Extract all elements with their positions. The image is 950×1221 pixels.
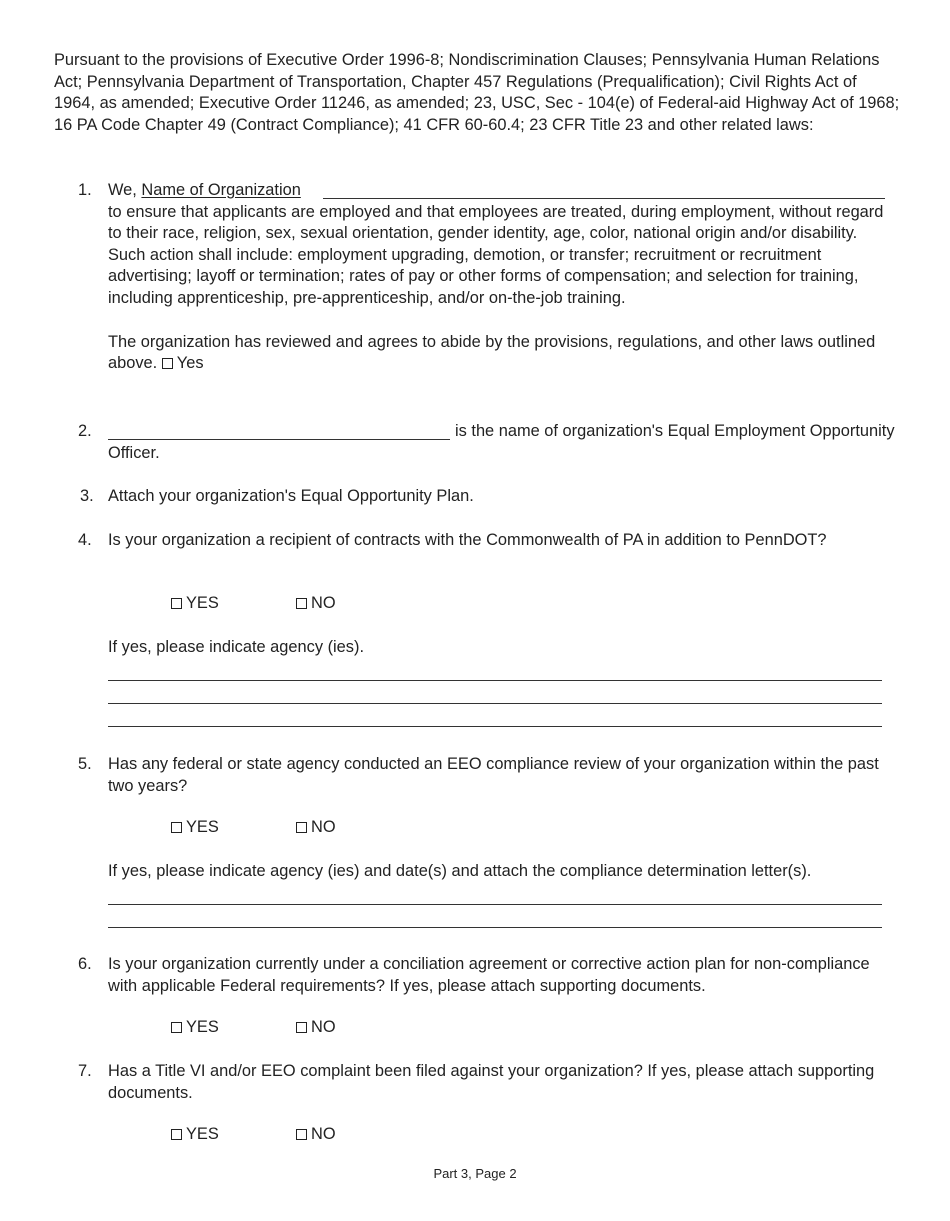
item-4-text: Is your organization a recipient of contracts with the Commonwealth of PA in addition to PennDOT? — [108, 531, 827, 549]
item-body — [108, 180, 898, 375]
item-number: 4. — [78, 531, 92, 549]
item-4-answer-line-3[interactable] — [108, 726, 882, 727]
item-5-no-label: NO — [311, 818, 336, 836]
item-5-followup: If yes, please indicate agency (ies) and date(s) and attach the compliance determination letter(s). — [108, 862, 812, 880]
item-1-text: to ensure that applicants are employed and that employees are treated, during employment, without regard to their race, religion, sex, sexual orientation, gender identity, age, color, national origin and/or disability. Such action shall include: employment upgrading, demotion, or transfer; recruitment or recruitment advertising; layoff or termination; rates of pay or other forms of compensation; and selection for training, including apprenticeship, pre-apprenticeship, and/or on-the-job training. — [108, 202, 884, 307]
item-7-yes-label: YES — [186, 1125, 219, 1143]
item-7-yes-checkbox[interactable] — [171, 1129, 182, 1140]
item-number: 1. — [78, 181, 92, 199]
item-5-yes-checkbox[interactable] — [171, 822, 182, 833]
item-7-no-label: NO — [311, 1125, 336, 1143]
organization-name-underline[interactable] — [323, 183, 885, 199]
item-4-answer-line-1[interactable] — [108, 680, 882, 681]
agreement-yes-label: Yes — [176, 354, 204, 373]
item-body — [108, 954, 898, 997]
item-number: 2. — [78, 422, 92, 440]
item-body — [108, 530, 898, 552]
item-6-yes-option[interactable] — [171, 1017, 219, 1039]
item-body — [108, 1061, 898, 1104]
item-6-yes-checkbox[interactable] — [171, 1022, 182, 1033]
item-7-no-checkbox[interactable] — [296, 1129, 307, 1140]
item-2-text: is the name of organization's Equal Employment Opportunity Officer. — [108, 422, 895, 462]
item-5-answer-line-2[interactable] — [108, 927, 882, 928]
item-3-text: Attach your organization's Equal Opportunity Plan. — [108, 487, 474, 505]
item-4-no-checkbox[interactable] — [296, 598, 307, 609]
item-number: 7. — [78, 1062, 92, 1080]
item-body — [108, 421, 898, 464]
organization-line — [108, 180, 898, 202]
item-6-no-checkbox[interactable] — [296, 1022, 307, 1033]
item-number: 3. — [80, 487, 94, 505]
item-5-yes-label: YES — [186, 818, 219, 836]
we-prefix: We, — [108, 181, 137, 199]
page-footer: Part 3, Page 2 — [433, 1166, 517, 1181]
item-4-answer-line-2[interactable] — [108, 703, 882, 704]
item-number: 5. — [78, 755, 92, 773]
item-4-yes-checkbox[interactable] — [171, 598, 182, 609]
item-4-no-label: NO — [311, 594, 336, 612]
item-4-followup: If yes, please indicate agency (ies). — [108, 638, 365, 656]
item-6-no-label: NO — [311, 1018, 336, 1036]
item-4-yes-label: YES — [186, 594, 219, 612]
item-6-text: Is your organization currently under a conciliation agreement or corrective action plan for non-compliance with applicable Federal requirements? If yes, please attach supporting documents. — [108, 955, 870, 995]
eeo-officer-name-field[interactable] — [108, 424, 450, 440]
item-5-yes-option[interactable] — [171, 817, 219, 839]
item-5-no-option[interactable] — [296, 817, 336, 839]
organization-name-field[interactable]: Name of Organization — [141, 181, 301, 199]
item-7-no-option[interactable] — [296, 1124, 336, 1146]
item-7-yes-option[interactable] — [171, 1124, 219, 1146]
item-6-no-option[interactable] — [296, 1017, 336, 1039]
agreement-text: The organization has reviewed and agrees to abide by the provisions, regulations, and other laws outlined above. — [108, 332, 876, 373]
item-body — [108, 754, 898, 797]
item-4-yes-option[interactable] — [171, 593, 219, 615]
item-7-text: Has a Title VI and/or EEO complaint been filed against your organization? If yes, please attach supporting documents. — [108, 1062, 875, 1102]
agreement-yes-checkbox[interactable] — [162, 358, 173, 369]
item-4-no-option[interactable] — [296, 593, 336, 615]
item-5-no-checkbox[interactable] — [296, 822, 307, 833]
item-5-text: Has any federal or state agency conducted an EEO compliance review of your organization within the past two years? — [108, 755, 879, 795]
item-body — [108, 486, 898, 508]
agreement-line — [108, 332, 898, 375]
item-5-answer-line-1[interactable] — [108, 904, 882, 905]
item-number: 6. — [78, 955, 92, 973]
intro-paragraph: Pursuant to the provisions of Executive Order 1996-8; Nondiscrimination Clauses; Pennsylvania Human Relations Act; Pennsylvania Department of Transportation, Chapter 457 Regulations (Prequalification); Civil Rights Act of 1964, as amended; Executive Order 11246, as amended; 23, USC, Sec - 104(e) of Federal-aid Highway Act of 1968; 16 PA Code Chapter 49 (Contract Compliance); 41 CFR 60-60.4; 23 CFR Title 23 and other related laws: — [54, 51, 900, 134]
item-6-yes-label: YES — [186, 1018, 219, 1036]
